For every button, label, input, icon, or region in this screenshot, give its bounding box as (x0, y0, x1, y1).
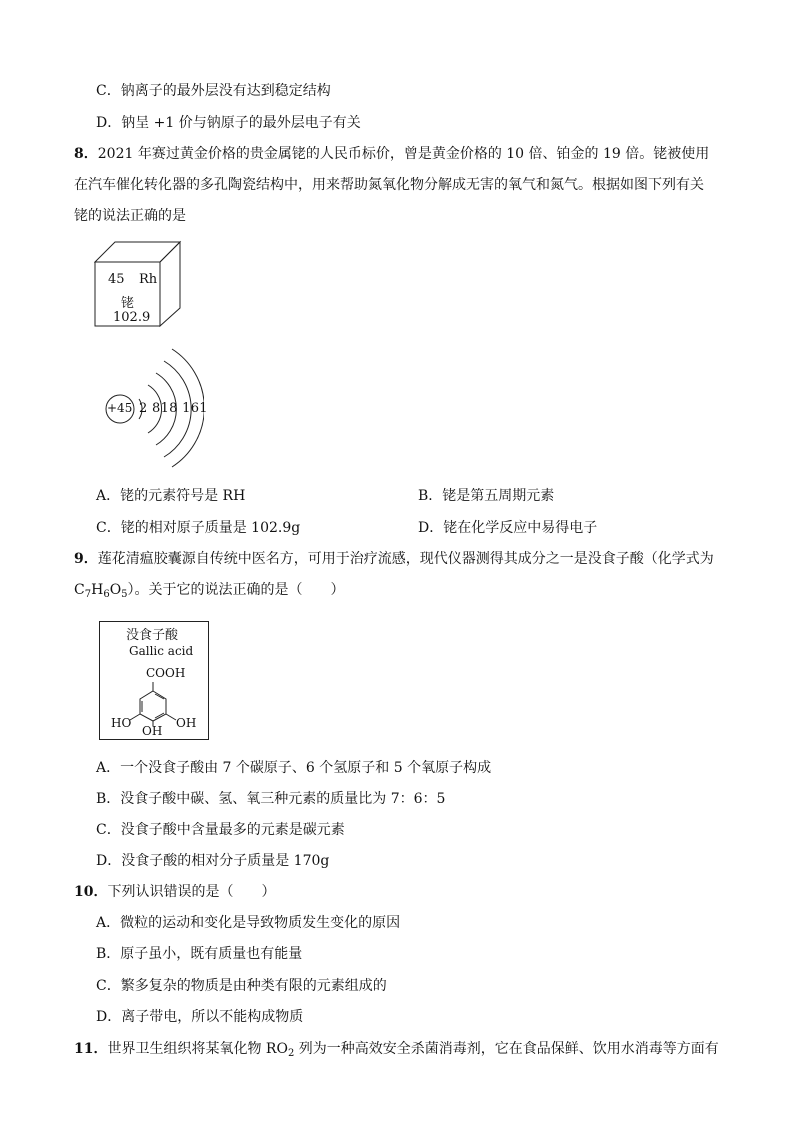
q9-text-1: 莲花清瘟胶囊源自传统中医名方，可用于治疗流感，现代仪器测得其成分之一是没食子酸（化学式为 (97, 551, 714, 567)
q8-text-1: 2021 年赛过黄金价格的贵金属铑的人民币标价，曾是黄金价格的 10 倍、铂金的 19 倍。铑被使用 (97, 146, 710, 162)
q10-number: 10． (74, 884, 108, 900)
oh-bottom-label: OH (142, 724, 163, 738)
oh-right-label: OH (176, 716, 197, 730)
gallic-name-en: Gallic acid (129, 644, 194, 658)
q11-text-2: 列为一种高效安全杀菌消毒剂，它在食品保鲜、饮用水消毒等方面有 (294, 1041, 719, 1057)
q8-option-d: D．铑在化学反应中易得电子 (418, 520, 598, 536)
nucleus-charge: +45 (107, 401, 133, 415)
q10-option-d: D．离子带电，所以不能构成物质 (96, 1009, 304, 1025)
atomic-mass: 102.9 (113, 310, 151, 325)
q10-option-b: B．原子虽小，既有质量也有能量 (96, 946, 303, 962)
element-name: 铑 (121, 296, 135, 311)
formula: $C_7H_6O_5$ (74, 582, 128, 600)
q7-option-d: D．钠呈 +1 价与钠原子的最外层电子有关 (96, 115, 361, 131)
q7-option-c: C．钠离子的最外层没有达到稳定结构 (96, 83, 331, 99)
cooh-label: COOH (146, 666, 186, 680)
q10-option-a: A．微粒的运动和变化是导致物质发生变化的原因 (96, 915, 401, 931)
q11-stem-line1 (74, 1040, 719, 1058)
atomic-number: 45 (108, 272, 125, 287)
q8-option-b: B．铑是第五周期元素 (418, 488, 555, 504)
q11-text-1: 世界卫生组织将某氧化物 RO (107, 1041, 288, 1057)
q9-stem-line2 (74, 581, 345, 599)
q9-option-a: A．一个没食子酸由 7 个碳原子、6 个氢原子和 5 个氧原子构成 (96, 760, 492, 776)
q8-number: 8． (74, 146, 98, 162)
q8-stem-line2: 在汽车催化转化器的多孔陶瓷结构中，用来帮助氮氧化物分解成无害的氧气和氮气。根据如图下列有关 (74, 177, 704, 193)
q9-text-2: ）。关于它的说法正确的是（ ） (127, 582, 345, 598)
electron-shells: 2 818 161 (139, 401, 208, 416)
gallic-name-cn: 没食子酸 (126, 628, 179, 643)
q9-stem-line1 (74, 550, 714, 568)
q9-option-b: B．没食子酸中碳、氢、氧三种元素的质量比为 7：6：5 (96, 791, 446, 807)
q9-option-c: C．没食子酸中含量最多的元素是碳元素 (96, 822, 345, 838)
q8-stem-line1 (74, 145, 709, 163)
q8-option-a: A．铑的元素符号是 RH (96, 488, 246, 504)
q10-text: 下列认识错误的是（ ） (107, 884, 276, 900)
q9-number: 9． (74, 551, 98, 567)
element-symbol: Rh (139, 272, 158, 287)
q10-stem (74, 883, 275, 901)
q8-option-c: C．铑的相对原子质量是 102.9g (96, 520, 301, 536)
ho-left-label: HO (111, 716, 132, 730)
q8-stem-line3: 铑的说法正确的是 (74, 208, 186, 224)
q9-option-d: D．没食子酸的相对分子质量是 170g (96, 853, 330, 869)
q10-option-c: C．繁多复杂的物质是由种类有限的元素组成的 (96, 978, 387, 994)
q11-number: 11． (74, 1041, 108, 1057)
q11-sub: 2 (287, 1048, 295, 1059)
